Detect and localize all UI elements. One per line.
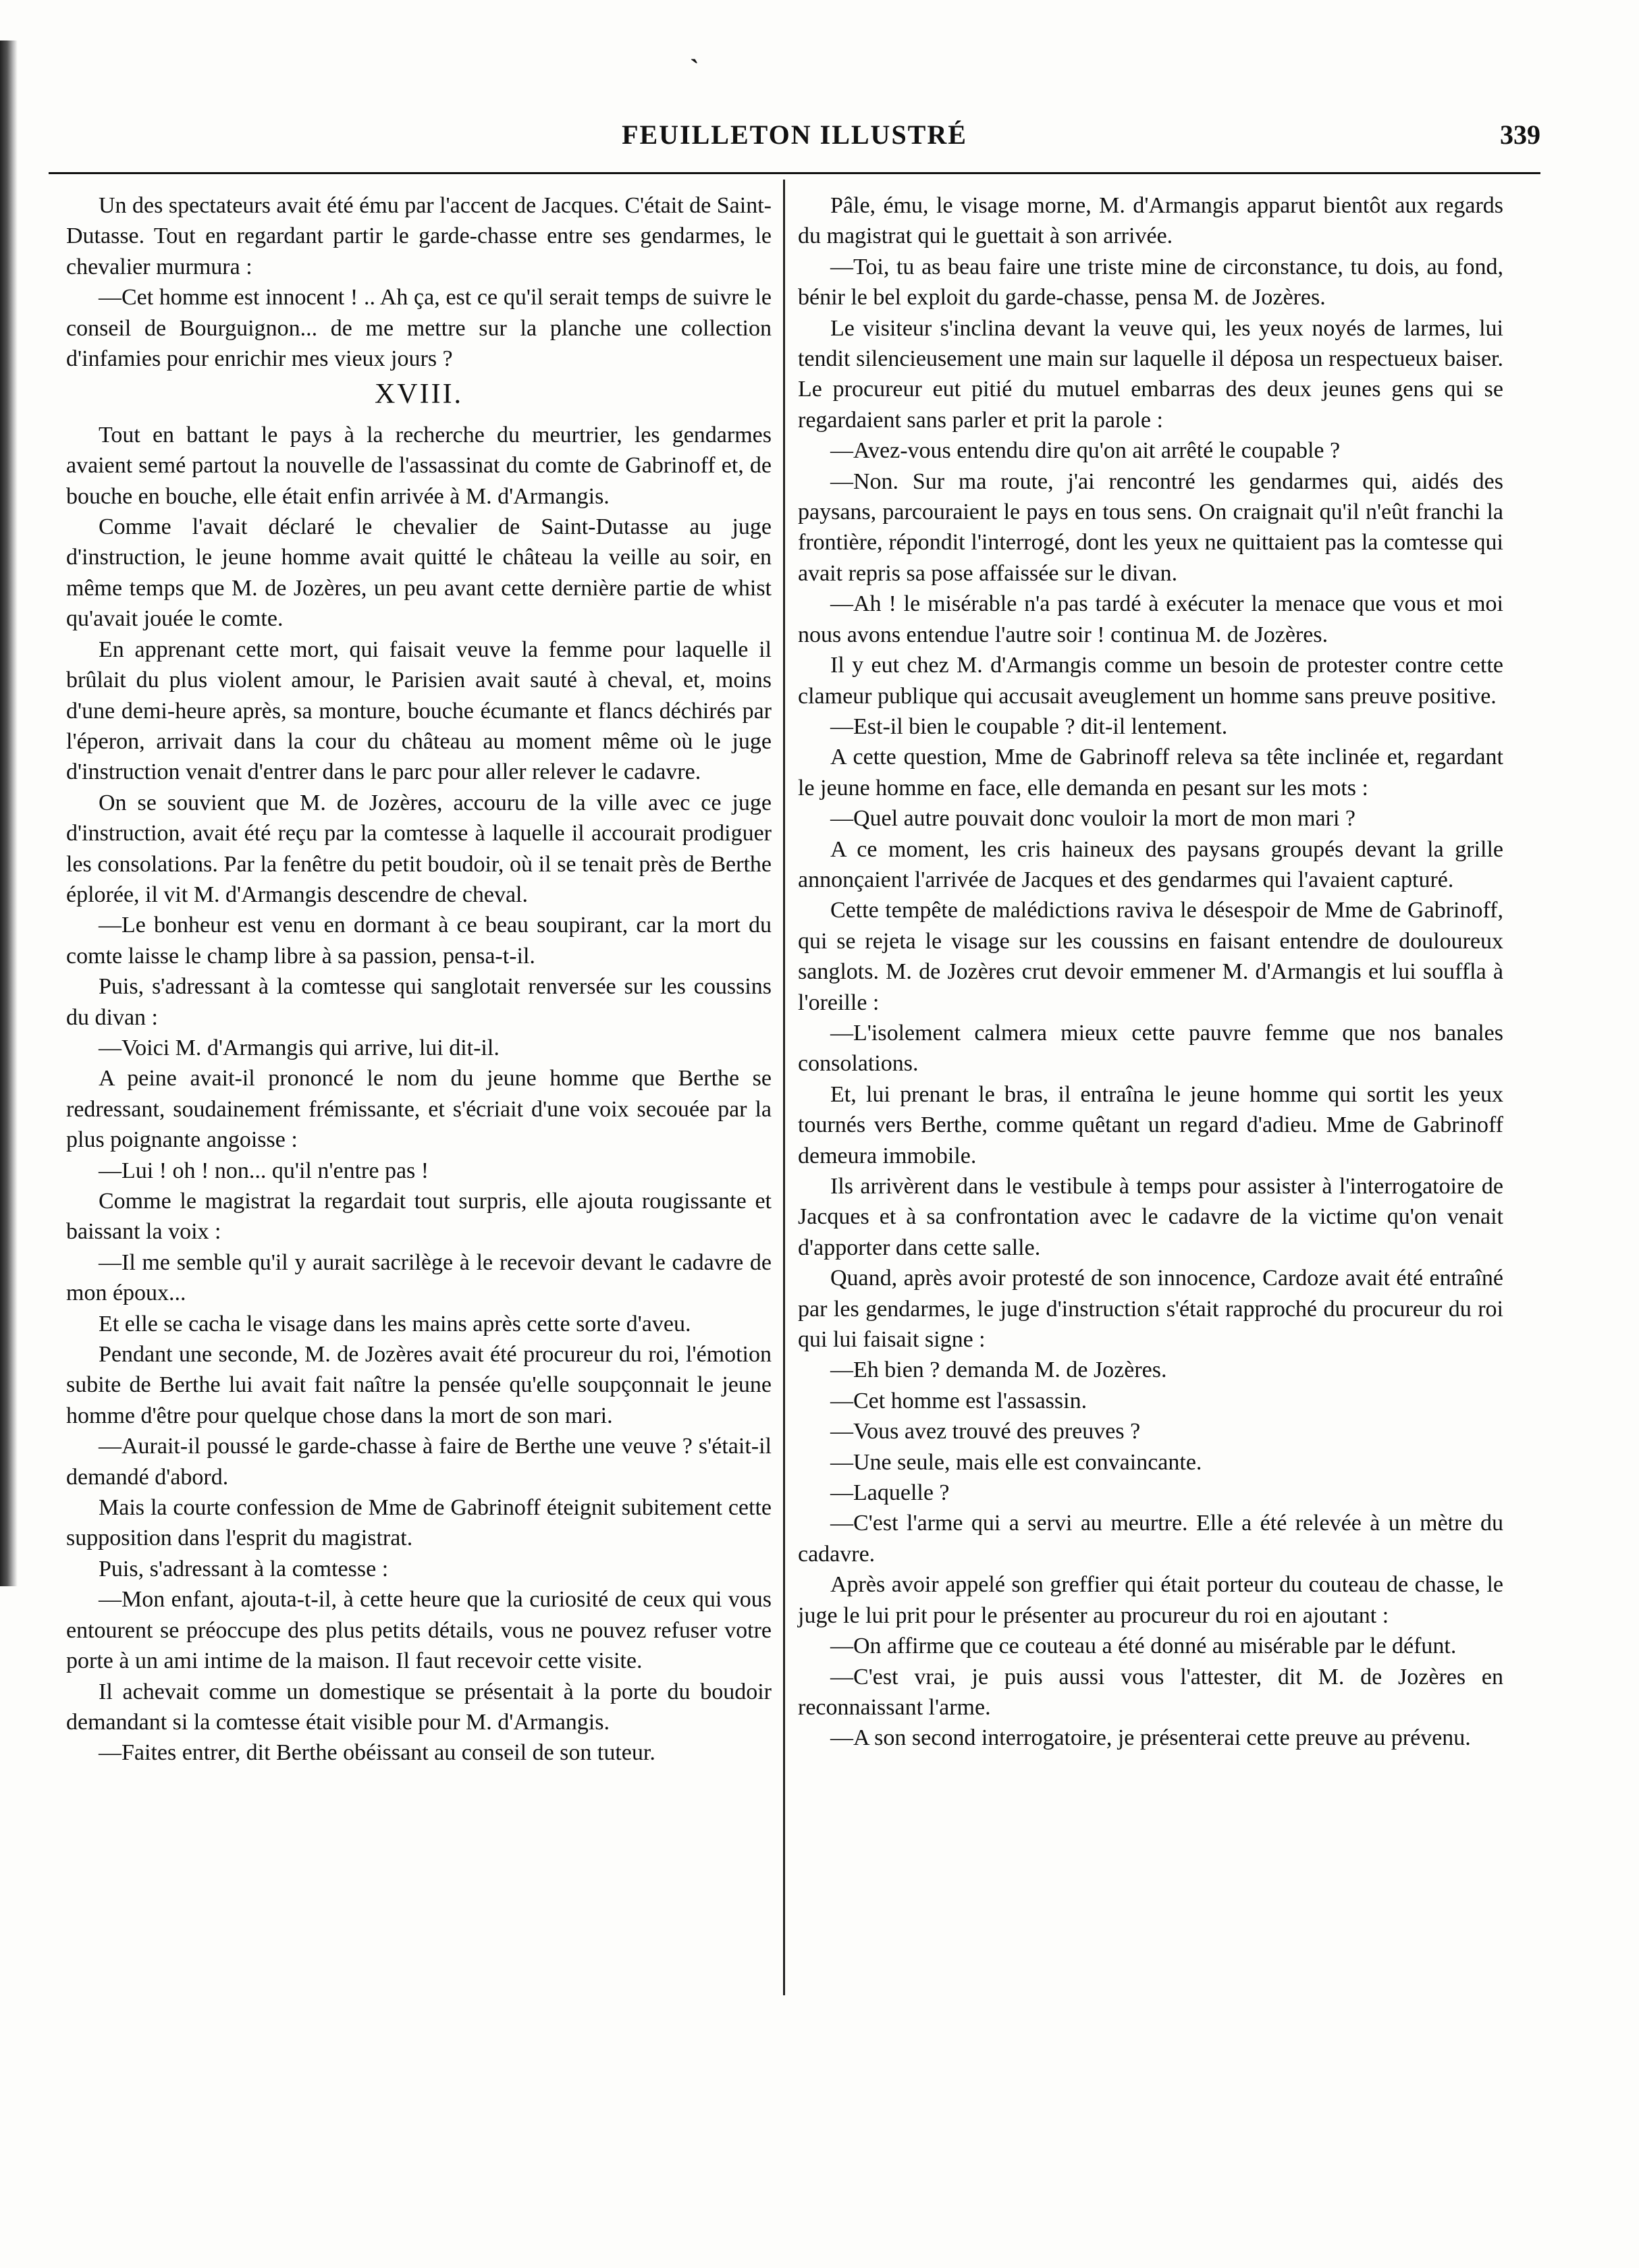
paragraph: —Eh bien ? demanda M. de Jozères. bbox=[830, 1357, 1167, 1383]
left-paragraphs-before bbox=[66, 190, 772, 374]
paragraph: —L'isolement calmera mieux cette pauvre femme que nos banales consolations. bbox=[798, 1020, 1503, 1077]
paragraph: Il achevait comme un domestique se présentait à la porte du boudoir demandant si la comtesse était visible pour M. d'Armangis. bbox=[66, 1679, 772, 1735]
paragraph: —Le bonheur est venu en dormant à ce beau soupirant, car la mort du comte laisse le champ libre à sa passion, pensa-t-il. bbox=[66, 913, 772, 969]
paragraph: —Aurait-il poussé le garde-chasse à faire de Berthe une veuve ? s'était-il demandé d'abord. bbox=[66, 1434, 772, 1490]
paragraph: —Voici M. d'Armangis qui arrive, lui dit-il. bbox=[99, 1035, 500, 1060]
paragraph: —C'est vrai, je puis aussi vous l'attester, dit M. de Jozères en reconnaissant l'arme. bbox=[798, 1664, 1503, 1720]
paragraph: —Une seule, mais elle est convaincante. bbox=[830, 1449, 1202, 1475]
paragraph: —Vous avez trouvé des preuves ? bbox=[830, 1419, 1141, 1444]
paragraph: On se souvient que M. de Jozères, accouru de la ville avec ce juge d'instruction, avait été reçu par la comtesse à laquelle il accourait prodiguer les consolations. Par la fenêtre du petit boudoir, où il se tenait près de Berthe éplorée, il vit M. d'Armangis descendre de cheval. bbox=[66, 790, 772, 907]
left-column bbox=[66, 190, 772, 1769]
paragraph: Après avoir appelé son greffier qui était porteur du couteau de chasse, le juge le lui prit pour le présenter au procureur du roi en ajoutant : bbox=[798, 1572, 1503, 1628]
paragraph: —C'est l'arme qui a servi au meurtre. Elle a été relevée à un mètre du cadavre. bbox=[798, 1511, 1503, 1567]
ink-mark: ˎ bbox=[690, 33, 699, 63]
page-binding-edge bbox=[0, 40, 18, 1586]
paragraph: A ce moment, les cris haineux des paysans groupés devant la grille annonçaient l'arrivée de Jacques et des gendarmes qui l'avaient capturé. bbox=[798, 836, 1503, 892]
paragraph: Quand, après avoir protesté de son innocence, Cardoze avait été entraîné par les gendarmes, le juge d'instruction s'était rapproché du procureur du roi qui lui faisait signe : bbox=[798, 1266, 1503, 1353]
paragraph: Il y eut chez M. d'Armangis comme un besoin de protester contre cette clameur publique qui accusait aveuglement un homme sans preuve positive. bbox=[798, 653, 1503, 709]
paragraph: Puis, s'adressant à la comtesse qui sanglotait renversée sur les coussins du divan : bbox=[66, 974, 772, 1030]
paragraph: —Lui ! oh ! non... qu'il n'entre pas ! bbox=[99, 1158, 429, 1183]
paragraph: —A son second interrogatoire, je présenterai cette preuve au prévenu. bbox=[830, 1725, 1471, 1751]
paragraph: Pendant une seconde, M. de Jozères avait été procureur du roi, l'émotion subite de Berthe lui avait fait naître la pensée qu'elle soupçonnait le jeune homme d'être pour quelque chose dans la mort de son mari. bbox=[66, 1342, 772, 1428]
page-header bbox=[49, 119, 1540, 159]
header-rule bbox=[49, 172, 1540, 174]
paragraph: —Toi, tu as beau faire une triste mine de circonstance, tu dois, au fond, bénir le bel exploit du garde-chasse, pensa M. de Jozères. bbox=[798, 254, 1503, 310]
paragraph: —Faites entrer, dit Berthe obéissant au conseil de son tuteur. bbox=[99, 1740, 655, 1766]
paragraph: —Ah ! le misérable n'a pas tardé à exécuter la menace que vous et moi nous avons entendue l'autre soir ! continua M. de Jozères. bbox=[798, 591, 1503, 647]
paragraph: Tout en battant le pays à la recherche du meurtrier, les gendarmes avaient semé partout la nouvelle de l'assassinat du comte de Gabrinoff et, de bouche en bouche, elle était enfin arrivée à M. d'Armangis. bbox=[66, 422, 772, 509]
paragraph: Et elle se cacha le visage dans les mains après cette sorte d'aveu. bbox=[99, 1311, 691, 1336]
paragraph: —Cet homme est l'assassin. bbox=[830, 1388, 1087, 1413]
paragraph: —Cet homme est innocent ! .. Ah ça, est ce qu'il serait temps de suivre le conseil de Bourguignon... de me mettre sur la planche une collection d'infamies pour enrichir mes vieux jours ? bbox=[66, 285, 772, 372]
paragraph: —Laquelle ? bbox=[830, 1480, 950, 1506]
paragraph: En apprenant cette mort, qui faisait veuve la femme pour laquelle il brûlait du plus violent amour, le Parisien avait sauté à cheval, et, moins d'une demi-heure après, sa monture, bouche écumante et flancs déchirés par l'éperon, arrivait dans la cour du château au moment même où le juge d'instruction venait d'entrer dans le parc pour aller relever le cadavre. bbox=[66, 637, 772, 785]
paragraph: Puis, s'adressant à la comtesse : bbox=[99, 1556, 389, 1582]
paragraph: —Quel autre pouvait donc vouloir la mort de mon mari ? bbox=[830, 806, 1356, 832]
right-paragraphs bbox=[798, 190, 1503, 1754]
paragraph: Et, lui prenant le bras, il entraîna le jeune homme qui sortit les yeux tournés vers Berthe, comme quêtant un regard d'adieu. Mme de Gabrinoff demeura immobile. bbox=[798, 1081, 1503, 1168]
paragraph: Un des spectateurs avait été ému par l'accent de Jacques. C'était de Saint-Dutasse. Tout en regardant partir le garde-chasse entre ses gendarmes, le chevalier murmura : bbox=[66, 193, 772, 279]
paragraph: —Avez-vous entendu dire qu'on ait arrêté le coupable ? bbox=[830, 438, 1341, 464]
paragraph: Mais la courte confession de Mme de Gabrinoff éteignit subitement cette supposition dans l'esprit du magistrat. bbox=[66, 1495, 772, 1551]
paragraph: —Mon enfant, ajouta-t-il, à cette heure que la curiosité de ceux qui vous entourent se préoccupe des plus petits détails, vous ne pouvez refuser votre porte à un ami intime de la maison. Il faut recevoir cette visite. bbox=[66, 1587, 772, 1674]
paragraph: —Est-il bien le coupable ? dit-il lentement. bbox=[830, 713, 1228, 739]
paragraph: Comme l'avait déclaré le chevalier de Saint-Dutasse au juge d'instruction, le jeune homme avait quitté le château la veille au soir, en même temps que M. de Jozères, un peu avant cette dernière partie de whist qu'avait jouée le comte. bbox=[66, 514, 772, 632]
paragraph: Cette tempête de malédictions raviva le désespoir de Mme de Gabrinoff, qui se rejeta le visage sur les coussins en faisant entendre de douloureux sanglots. M. de Jozères crut devoir emmener M. d'Armangis et lui souffla à l'oreille : bbox=[798, 898, 1503, 1015]
column-divider bbox=[783, 180, 785, 1995]
paragraph: Ils arrivèrent dans le vestibule à temps pour assister à l'interrogatoire de Jacques et à sa confrontation avec le cadavre de la victime qu'on venait d'apporter dans cette salle. bbox=[798, 1174, 1503, 1260]
chapter-heading: XVIII. bbox=[374, 379, 464, 410]
running-title: FEUILLETON ILLUSTRÉ bbox=[622, 119, 967, 150]
paragraph: Le visiteur s'inclina devant la veuve qui, les yeux noyés de larmes, lui tendit silencieusement une main sur laquelle il déposa un respectueux baiser. Le procureur eut pitié du mutuel embarras des deux jeunes gens qui se regardaient sans parler et prit la parole : bbox=[798, 315, 1503, 433]
paragraph: —Il me semble qu'il y aurait sacrilège à le recevoir devant le cadavre de mon époux... bbox=[66, 1249, 772, 1306]
paragraph: —Non. Sur ma route, j'ai rencontré les gendarmes qui, aidés des paysans, parcouraient le pays en tous sens. On craignait qu'il n'eût franchi la frontière, répondit l'interrogé, dont les yeux ne quittaient pas la comtesse qui avait repris sa pose affaissée sur le divan. bbox=[798, 468, 1503, 586]
left-paragraphs-after bbox=[66, 420, 772, 1769]
paragraph: —On affirme que ce couteau a été donné au misérable par le défunt. bbox=[830, 1634, 1457, 1659]
paragraph: A cette question, Mme de Gabrinoff releva sa tête inclinée et, regardant le jeune homme en face, elle demanda en pesant sur les mots : bbox=[798, 745, 1503, 801]
paragraph: Pâle, ému, le visage morne, M. d'Armangis apparut bientôt aux regards du magistrat qui le guettait à son arrivée. bbox=[798, 193, 1503, 249]
right-column bbox=[798, 190, 1503, 1754]
paragraph: Comme le magistrat la regardait tout surpris, elle ajouta rougissante et baissant la voix : bbox=[66, 1189, 772, 1245]
page-number: 339 bbox=[1500, 119, 1540, 150]
paragraph: A peine avait-il prononcé le nom du jeune homme que Berthe se redressant, soudainement frémissante, et s'écriait d'une voix secouée par la plus poignante angoisse : bbox=[66, 1066, 772, 1153]
